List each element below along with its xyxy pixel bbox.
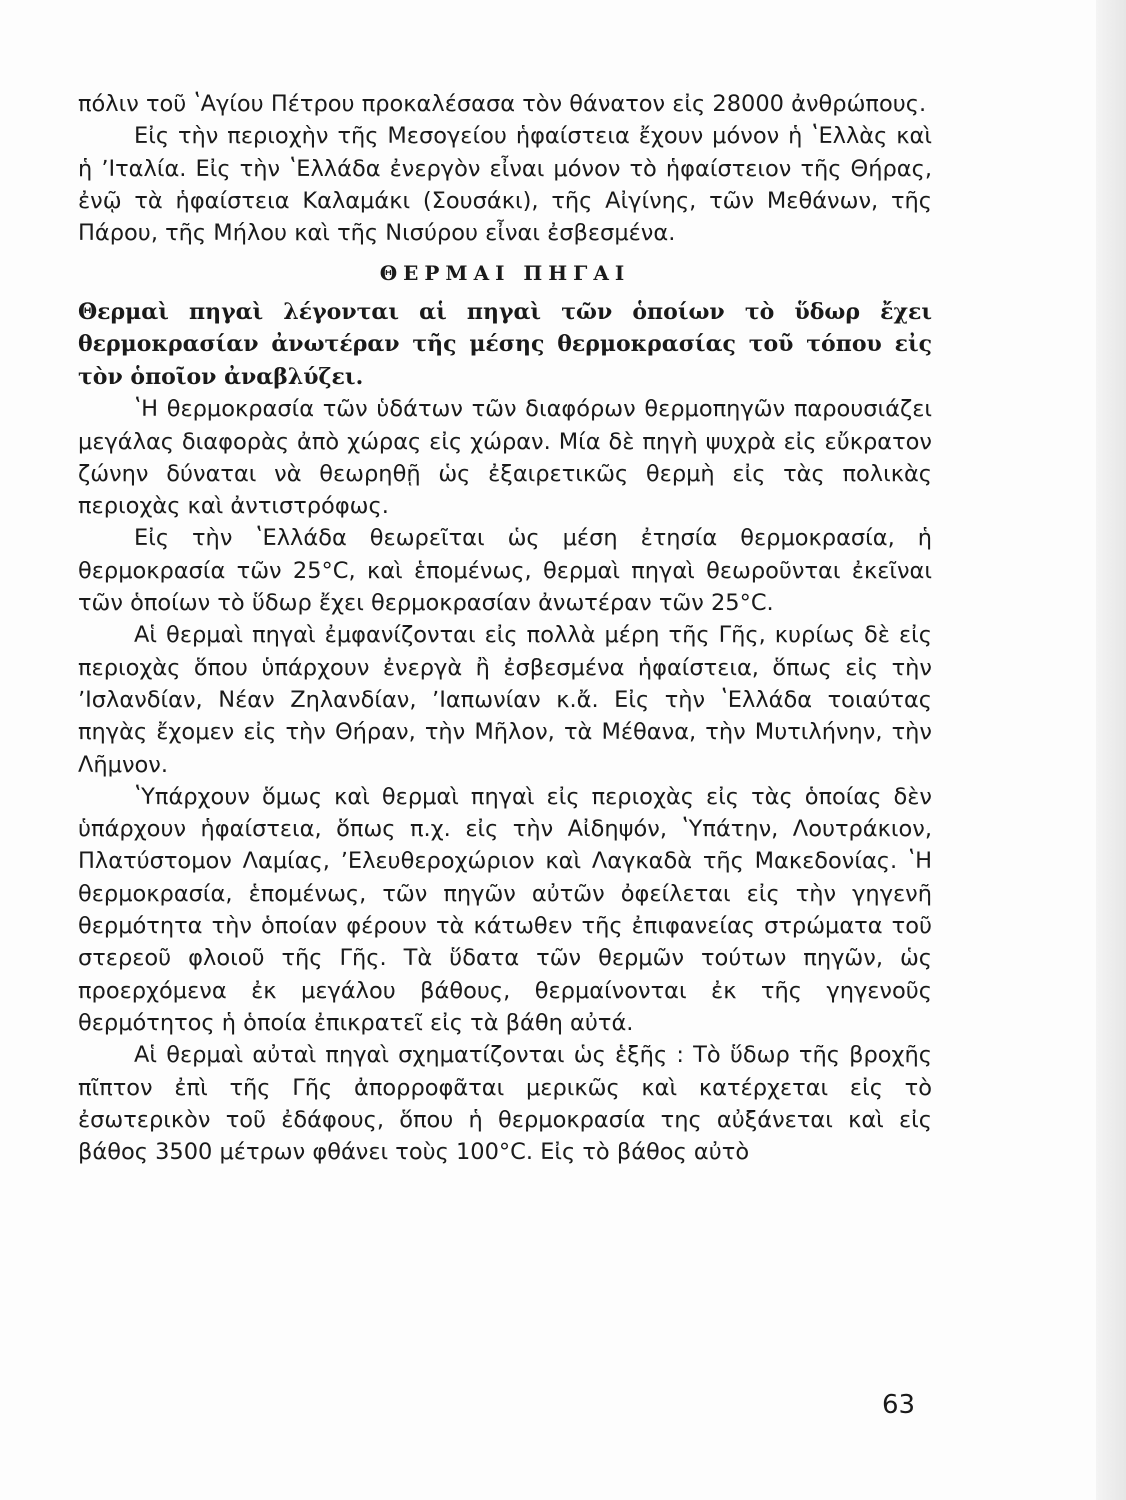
paragraph-mediterranean-volcanoes: Εἰς τὴν περιοχὴν τῆς Μεσογείου ἡφαίστεια ἔχουν μόνον ἡ ʽΕλλὰς καὶ ἡ ʼΙταλία. Εἰς τὴν ʽΕλλάδα ἐνεργὸν εἶναι μόνον τὸ ἡφαίστειον τῆς Θήρας, ἐνῷ τὰ ἡφαίστεια Καλαμάκι (Σουσάκι), τῆς Αἰγίνης, τῶν Μεθάνων, τῆς Πάρου, τῆς Μήλου καὶ τῆς Νισύρου εἶναι ἐσβεσμένα.	[78, 123, 932, 247]
paragraph-temperature-differences: ʽΗ θερμοκρασία τῶν ὑδάτων τῶν διαφόρων θερμοπηγῶν παρουσιάζει μεγάλας διαφορὰς ἀπὸ χώρας εἰς χώραν. Μία δὲ πηγὴ ψυχρὰ εἰς εὔκρατον ζώνην δύναται νὰ θεωρηθῇ ὡς ἐξαιρετικῶς θερμὴ εἰς τὰς πολικὰς περιοχὰς καὶ ἀντιστρόφως.	[78, 396, 932, 520]
paragraph-greece-mean-temperature: Εἰς τὴν ʽΕλλάδα θεωρεῖται ὡς μέση ἐτησία θερμοκρασία, ἡ θερμοκρασία τῶν 25°C, καὶ ἑπομένως, θερμαὶ πηγαὶ θεωροῦνται ἐκεῖναι τῶν ὁποίων τὸ ὕδωρ ἔχει θερμοκρασίαν ἀνωτέραν τῶν 25°C.	[78, 525, 932, 617]
body-text	[78, 88, 932, 1168]
definition-paragraph: Θερμαὶ πηγαὶ λέγονται αἱ πηγαὶ τῶν ὁποίων τὸ ὕδωρ ἔχει θερμοκρασίαν ἀνωτέραν τῆς μέσης θερμοκρασίας τοῦ τόπου εἰς τὸν ὁποῖον ἀναβλύζει.	[78, 298, 932, 390]
paragraph-formation: Αἱ θερμαὶ αὐταὶ πηγαὶ σχηματίζονται ὡς ἑξῆς : Τὸ ὕδωρ τῆς βροχῆς πῖπτον ἐπὶ τῆς Γῆς ἀπορροφᾶται μερικῶς καὶ κατέρχεται εἰς τὸ ἐσωτερικὸν τοῦ ἐδάφους, ὅπου ἡ θερμοκρασία της αὐξάνεται καὶ εἰς βάθος 3500 μέτρων φθάνει τοὺς 100°C. Εἰς τὸ βάθος αὐτὸ	[78, 1042, 932, 1166]
paragraph-continuation: πόλιν τοῦ ʽΑγίου Πέτρου προκαλέσασα τὸν θάνατον εἰς 28000 ἀνθρώπους.	[78, 91, 927, 117]
paragraph-nonvolcanic-springs: ʽΥπάρχουν ὅμως καὶ θερμαὶ πηγαὶ εἰς περιοχὰς εἰς τὰς ὁποίας δὲν ὑπάρχουν ἡφαίστεια, ὅπως π.χ. εἰς τὴν Αἰδηψόν, ʽΥπάτην, Λουτράκιον, Πλατύστομον Λαμίας, ʼΕλευθεροχώριον καὶ Λαγκαδὰ τῆς Μακεδονίας. ʽΗ θερμοκρασία, ἑπομένως, τῶν πηγῶν αὐτῶν ὀφείλεται εἰς τὴν γηγενῆ θερμότητα τὴν ὁποίαν φέρουν τὰ κάτωθεν τῆς ἐπιφανείας στρώματα τοῦ στερεοῦ φλοιοῦ τῆς Γῆς. Τὰ ὕδατα τῶν θερμῶν τούτων πηγῶν, ὡς προερχόμενα ἐκ μεγάλου βάθους, θερμαίνονται ἐκ τῆς γηγενοῦς θερμότητος ἡ ὁποία ἐπικρατεῖ εἰς τὰ βάθη αὐτά.	[78, 783, 932, 1036]
section-heading: ΘΕΡΜΑΙ ΠΗΓΑΙ	[379, 261, 631, 286]
page-gutter-shadow	[1096, 0, 1126, 1500]
paragraph-volcanic-springs: Αἱ θερμαὶ πηγαὶ ἐμφανίζονται εἰς πολλὰ μέρη τῆς Γῆς, κυρίως δὲ εἰς περιοχὰς ὅπου ὑπάρχουν ἐνεργὰ ἢ ἐσβεσμένα ἡφαίστεια, ὅπως εἰς τὴν ʼΙσλανδίαν, Νέαν Ζηλανδίαν, ʼΙαπωνίαν κ.ἄ. Εἰς τὴν ʽΕλλάδα τοιαύτας πηγὰς ἔχομεν εἰς τὴν Θήραν, τὴν Μῆλον, τὰ Μέθανα, τὴν Μυτιλήνην, τὴν Λῆμνον.	[78, 622, 932, 778]
page-number: 63	[882, 1390, 916, 1420]
